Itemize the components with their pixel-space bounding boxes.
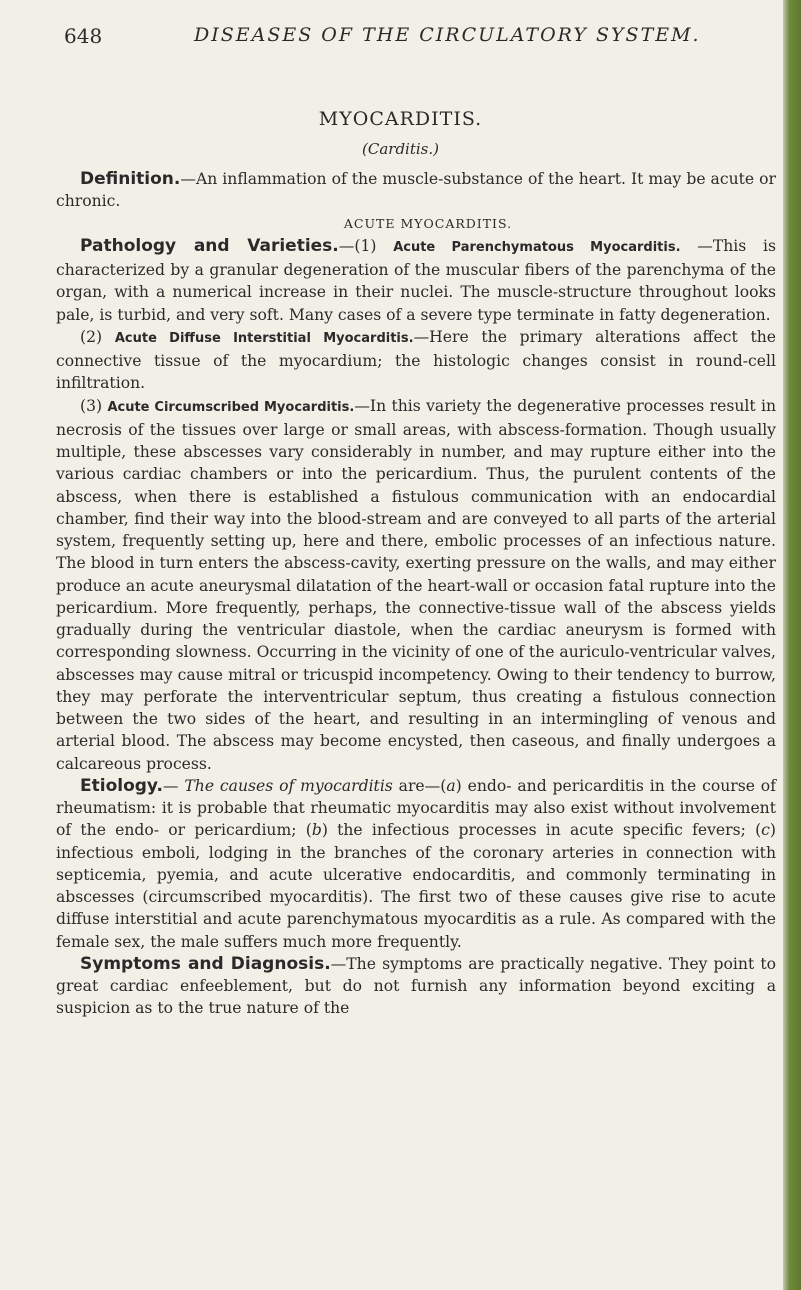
item2-text: —Here the primary alterations affect the connective tissue of the myocardium; the histologic changes consist in round-cell infiltration. [56, 327, 776, 393]
etiology-text3: ) the infectious processes in acute specific fevers; ( [321, 821, 762, 840]
item1-text: —This is characterized by a granular degeneration of the muscular fibers of the parenchyma of the organ, with a numerical increase in their nuclei. The muscle-structure throughout looks pale, is turbid, and very soft. Many cases of a severe type terminate in fatty degeneration. [56, 236, 776, 324]
etiology-text4: ) infectious emboli, lodging in the branches of the coronary arteries in connection with septicemia, pyemia, and acute ulcerative endocarditis, and commonly terminating in abscesses (circumscribed myocarditis). The first two of these causes give rise to acute diffuse interstitial and acute parenchymatous myocarditis as a rule. As compared with the female sex, the male suffers much more frequently. [56, 821, 776, 951]
etiology-text1: are—( [392, 776, 447, 795]
definition-paragraph [56, 168, 776, 213]
item3-label: Acute Circumscribed Myocarditis. [107, 399, 355, 415]
symptoms-label: Symptoms and Diagnosis. [80, 953, 331, 974]
item2-num: (2) [80, 327, 115, 346]
chapter-subtitle: (Carditis.) [362, 140, 439, 158]
body-text [56, 168, 776, 1020]
etiology-label: Etiology. [80, 775, 163, 796]
etiology-a: a [446, 776, 456, 795]
item2-paragraph [56, 326, 776, 395]
item2-label: Acute Diffuse Interstitial Myocarditis. [114, 330, 414, 346]
page-edge [783, 0, 801, 1290]
etiology-b: b [311, 821, 322, 840]
pathology-label: Pathology and Varieties. [80, 235, 339, 256]
pathology-intro: —(1) [338, 236, 394, 255]
etiology-c: c [761, 821, 770, 840]
item3-text: —In this variety the degenerative processes result in necrosis of the tissues over large or small areas, with abscess-formation. Though usually multiple, these abscesses vary considerably in number, and may rupture either into the various cardiac chambers or into the pericardium. Thus, the purulent contents of the abscess, when there is established a fistulous communication with an endocardial chamber, find their way into the blood-stream and are conveyed to all parts of the arterial system, frequently setting up, here and there, embolic processes of an infectious nature. The blood in turn enters the abscess-cavity, exerting pressure on the walls, and may either produce an acute aneurysmal dilatation of the heart-wall or occasion fatal rupture into the pericardium. More frequently, perhaps, the connective-tissue wall of the abscess yields gradually during the ventricular diastole, when the cardiac aneurysm is formed with corresponding slowness. Occurring in the vicinity of one of the auriculo-ventricular valves, abscesses may cause mitral or tricuspid incompetency. Owing to their tendency to burrow, they may perforate the interventricular septum, thus creating a fistulous connection between the two sides of the heart, and resulting in an intermingling of venous and arterial blood. The abscess may become encysted, then caseous, and finally undergoes a calcareous process. [56, 396, 777, 773]
page-header [64, 24, 764, 54]
item1-label: Acute Parenchymatous Myocarditis. [393, 239, 681, 255]
chapter-title: MYOCARDITIS. [318, 108, 483, 130]
symptoms-text: —The symptoms are practically negative. They point to great cardiac enfeeblement, but do not furnish any information beyond exciting a suspicion as to the true nature of the [56, 954, 777, 1018]
etiology-dash: — [162, 776, 185, 795]
definition-label: Definition. [80, 169, 181, 189]
etiology-text2: ) endo- and pericarditis in the course of rheumatism: it is probable that rheumatic myocarditis may also exist without involvement of the endo- or pericardium; ( [56, 776, 776, 840]
pathology-paragraph [56, 235, 776, 326]
symptoms-paragraph [56, 953, 776, 1020]
section-heading: ACUTE MYOCARDITIS. [343, 215, 513, 231]
item3-paragraph [56, 395, 776, 775]
page-number: 648 [64, 24, 103, 48]
running-head: DISEASES OF THE CIRCULATORY SYSTEM. [194, 24, 701, 46]
item3-num: (3) [80, 396, 108, 415]
etiology-paragraph [56, 775, 776, 953]
etiology-lead: The causes of myocarditis [184, 776, 393, 795]
definition-text: —An inflammation of the muscle-substance of the heart. It may be acute or chronic. [56, 170, 776, 211]
